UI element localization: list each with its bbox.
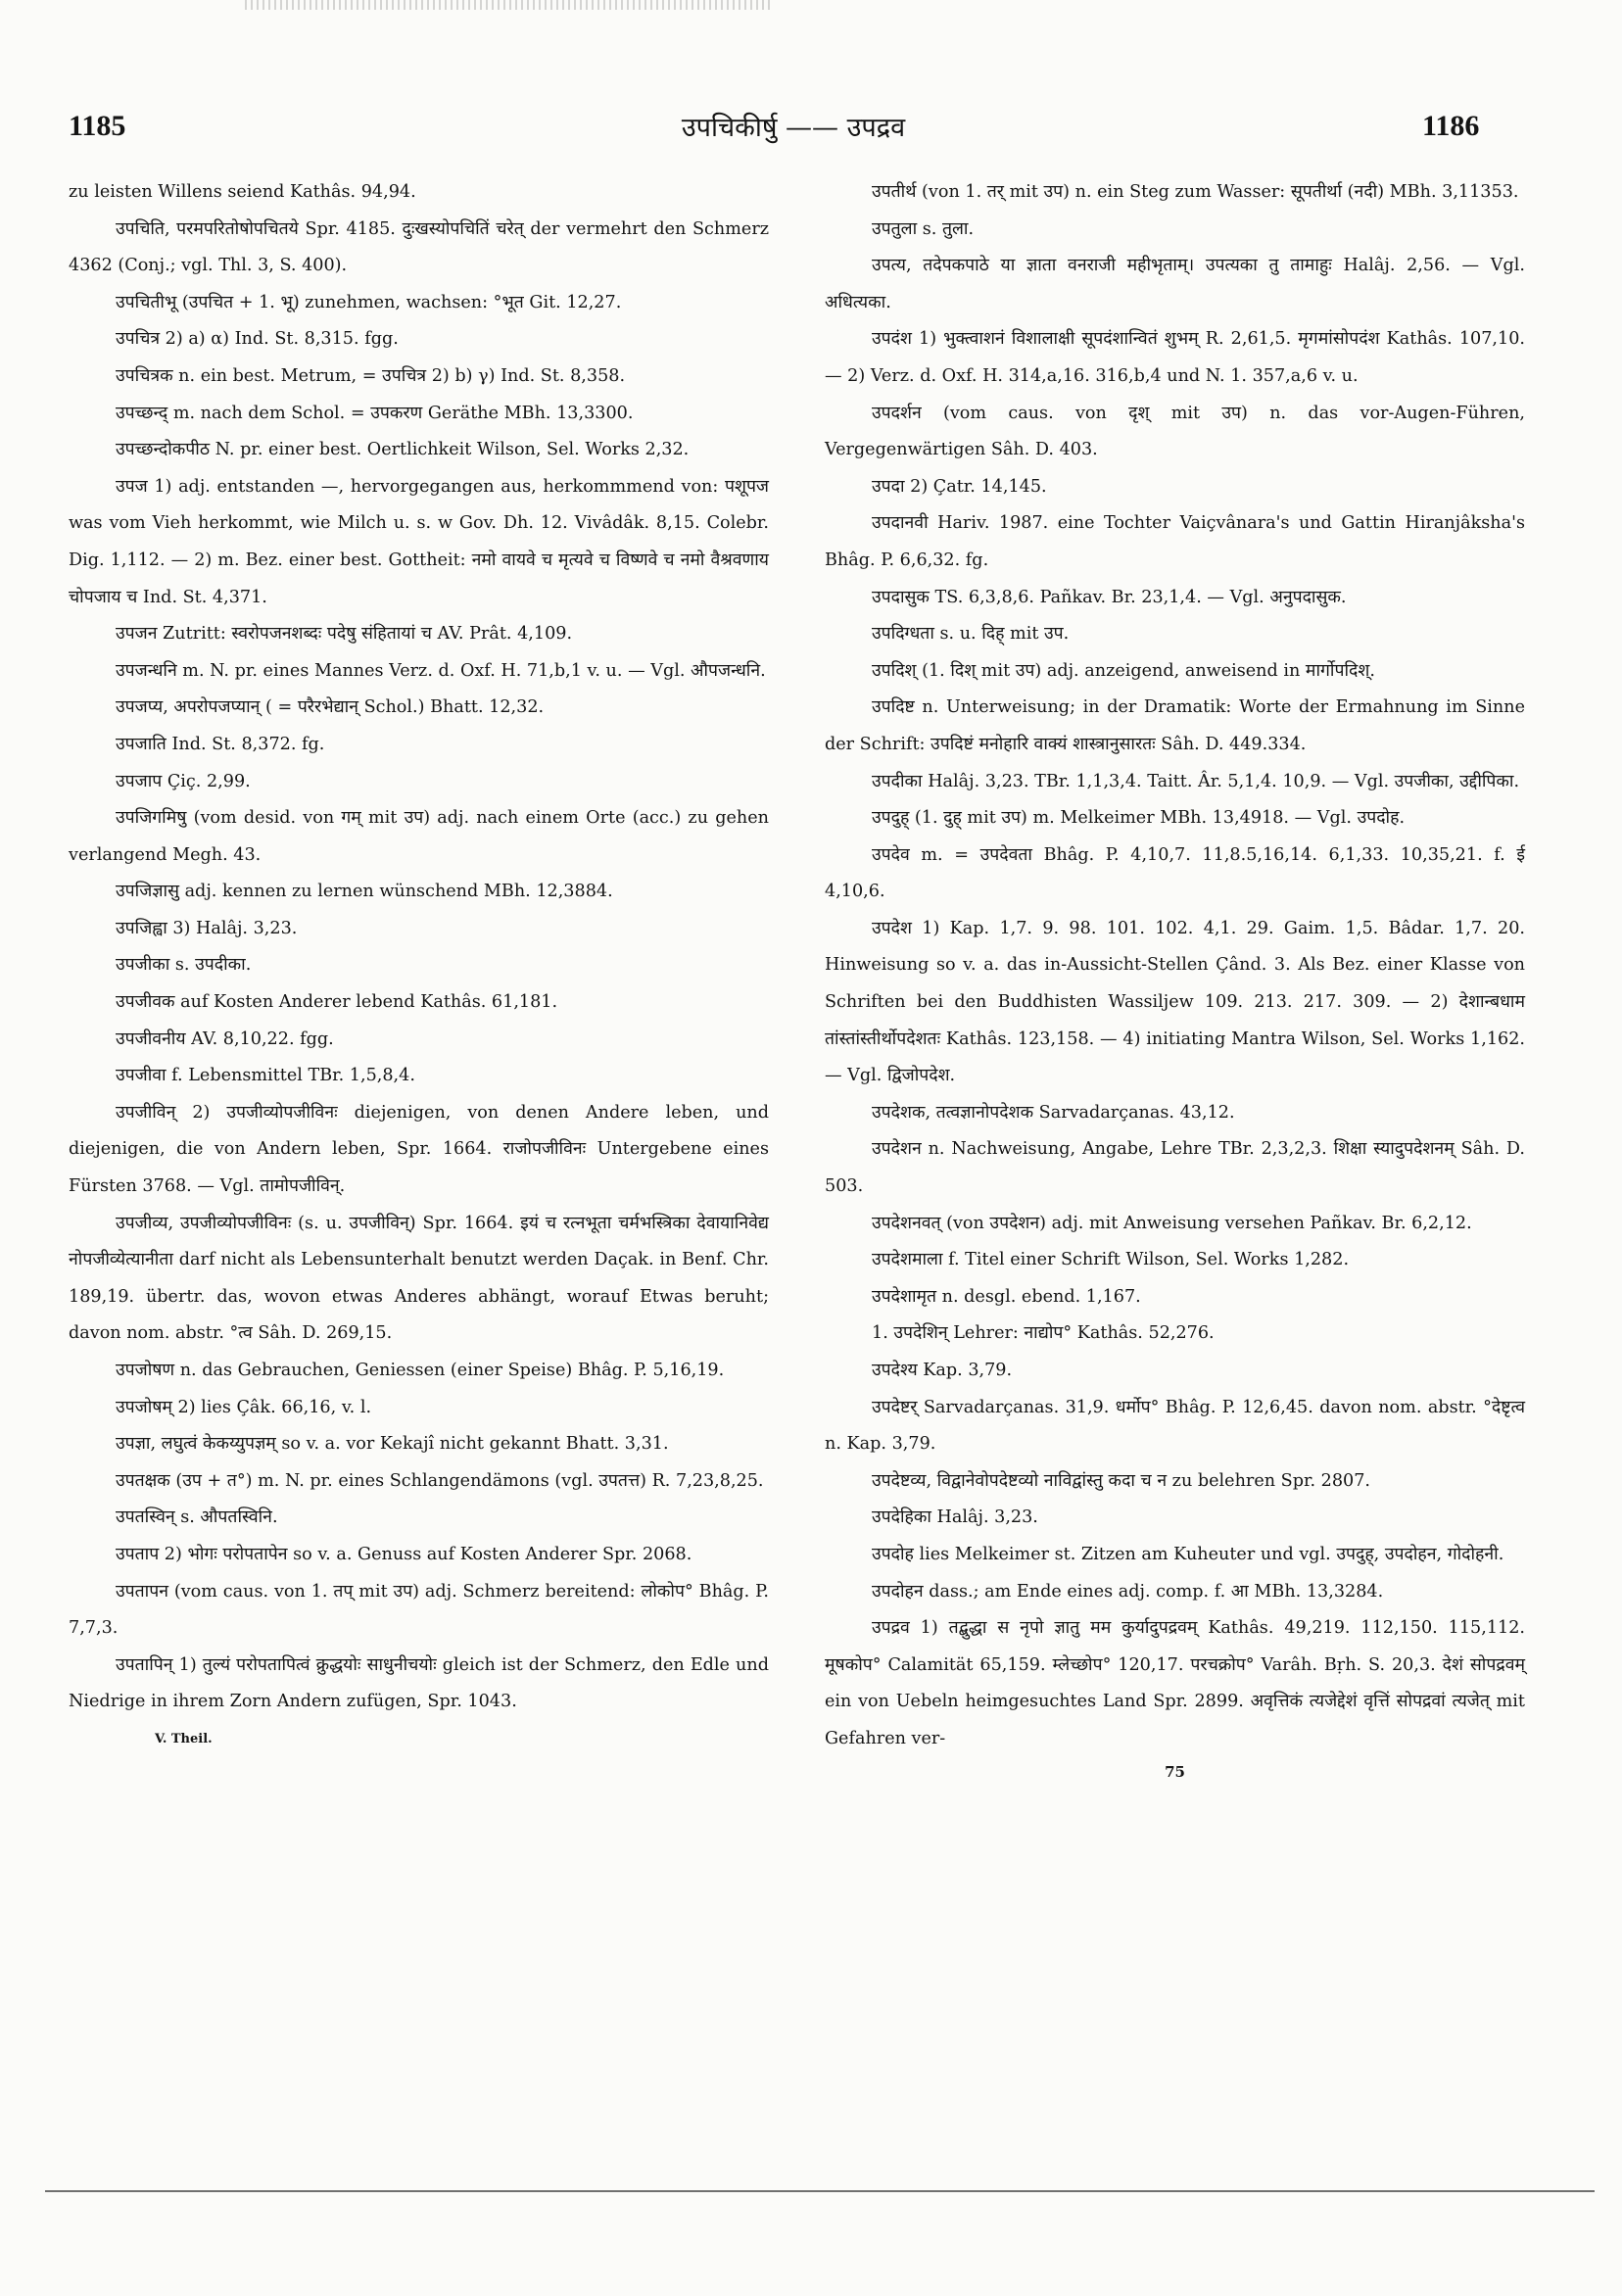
entry: उपजप्य, अपरोपजप्यान् ( = परैरभेद्यान् Schol.) Bhatt. 12,32.	[116, 697, 545, 718]
entry: उपदर्शन (vom caus. von दृश् mit उप) n. das vor-Augen-Führen, Vergegenwärtigen Sâh. D. 403.	[825, 403, 1525, 460]
entry: उपजीव्य, उपजीव्योपजीविनः (s. u. उपजीविन्) Spr. 1664. इयं च रत्नभूता चर्मभस्त्रिका देवायानिवेद्य नोपजीव्येत्यानीता darf nicht als Lebensunterhalt benutzt werden Daçak. in Benf. Chr. 189,19. übertr. das, wovon etwas Anderes abhängt, worauf Etwas beruht; davon nom. abstr. °त्व Sâh. D. 269,15.	[69, 1213, 769, 1344]
entry: उपदेशन n. Nachweisung, Angabe, Lehre TBr. 2,3,2,3. शिक्षा स्यादुपदेशनम् Sâh. D. 503.	[825, 1139, 1525, 1197]
entry: उपताप 2) भोगः परोपतापेन so v. a. Genuss auf Kosten Anderer Spr. 2068.	[116, 1544, 692, 1564]
entry: उपतीर्थ (von 1. तर् mit उप) n. ein Steg zum Wasser: सूपतीर्था (नदी) MBh. 3,11353.	[872, 182, 1519, 202]
scan-edge-artifact	[245, 0, 774, 10]
entry: उपजिह्वा 3) Halâj. 3,23.	[116, 918, 298, 938]
entry: उपदेशामृत n. desgl. ebend. 1,167.	[872, 1286, 1141, 1307]
entry: उपचितीभू (उपचित + 1. भू) zunehmen, wachsen: °भूत Git. 12,27.	[116, 292, 622, 312]
entry: उपदेश्य Kap. 3,79.	[872, 1361, 1013, 1380]
entry: 1. उपदेशिन् Lehrer: नाद्योप° Kathâs. 52,276.	[872, 1323, 1215, 1344]
entry: उपदानवी Hariv. 1987. eine Tochter Vaiçvânara's und Gattin Hiranjâksha's Bhâg. P. 6,6,32. fg.	[825, 513, 1525, 570]
entry: उपज्ञा, लघुत्वं केकय्युपज्ञम् so v. a. vor Kekajî nicht gekannt Bhatt. 3,31.	[116, 1434, 669, 1455]
entry: उपदोहन dass.; am Ende eines adj. comp. f. आ MBh. 13,3284.	[872, 1581, 1384, 1602]
entry: उपचित्रक n. ein best. Metrum, = उपचित्र 2) b) γ) Ind. St. 8,358.	[116, 365, 626, 386]
entry: उपजन्धनि m. N. pr. eines Mannes Verz. d. Oxf. H. 71,b,1 v. u. — Vgl. औपजन्धनि.	[116, 660, 766, 681]
entry: उपजीविन् 2) उपजीव्योपजीविनः diejenigen, von denen Andere leben, und diejenigen, die von Andern leben, Spr. 1664. राजोपजीविनः Untergebene eines Fürsten 3768. — Vgl. तामोपजीविन्.	[69, 1102, 769, 1197]
entry: उपच्छन्द् m. nach dem Schol. = उपकरण Geräthe MBh. 13,3300.	[116, 403, 634, 423]
entry: उपदासुक TS. 6,3,8,6. Pañkav. Br. 23,1,4. — Vgl. अनुपदासुक.	[872, 587, 1347, 607]
entry: उपदेष्टर् Sarvadarçanas. 31,9. धर्मोप° Bhâg. P. 12,6,45. davon nom. abstr. °देष्टृत्व n. Kap. 3,79.	[825, 1397, 1525, 1455]
entry: उपतापिन् 1) तुल्यं परोपतापित्वं क्रुद्धयोः साधुनीचयोः gleich ist der Schmerz, den Edle und Niedrige in ihrem Zorn Andern zufügen, Spr. 1043.	[69, 1654, 769, 1712]
page-number-left: 1185	[69, 110, 126, 142]
left-column	[69, 174, 769, 1758]
entry: उपजोषण n. das Gebrauchen, Geniessen (einer Speise) Bhâg. P. 5,16,19.	[116, 1361, 725, 1380]
entry: उपजिगमिषु (vom desid. von गम् mit उप) adj. nach einem Orte (acc.) zu gehen verlangend Megh. 43.	[69, 808, 769, 865]
page-number-right: 1186	[1422, 110, 1480, 142]
entry: उपदेव m. = उपदेवता Bhâg. P. 4,10,7. 11,8.5,16,14. 6,1,33. 10,35,21. f. ई 4,10,6.	[825, 844, 1525, 902]
entry: उपजीवनीय AV. 8,10,22. fgg.	[116, 1028, 334, 1049]
entry: उपदीका Halâj. 3,23. TBr. 1,1,3,4. Taitt. Âr. 5,1,4. 10,9. — Vgl. उपजीका, उद्दीपिका.	[872, 771, 1520, 791]
entry: उपजन Zutritt: स्वरोपजनशब्दः पदेषु संहितायां च AV. Prât. 4,109.	[116, 624, 573, 645]
entry: उपतुला s. तुला.	[872, 218, 975, 239]
entry: उपदेशक, तत्वज्ञानोपदेशक Sarvadarçanas. 43,12.	[872, 1102, 1235, 1123]
entry: उपतस्विन् s. औपतस्विनि.	[116, 1507, 278, 1528]
entry: उपतक्षक (उप + त°) m. N. pr. eines Schlangendämons (vgl. उपतत्त) R. 7,23,8,25.	[116, 1470, 764, 1491]
entry: उपदेशनवत् (von उपदेशन) adj. mit Anweisung versehen Pañkav. Br. 6,2,12.	[872, 1213, 1472, 1233]
entry: उपदेहिका Halâj. 3,23.	[872, 1507, 1038, 1528]
entry: उपद्रव 1) तद्बुद्धा स नृपो ज्ञातु मम कुर्यादुपद्रवम् Kathâs. 49,219. 112,150. 115,112. मूषकोप° Calamität 65,159. म्लेच्छोप° 120,17. परचक्रोप° Varâh. Bṛh. S. 20,3. देशं सोपद्रवम् ein von Uebeln heimgesuchtes Land Spr. 2899. अवृत्तिकं त्यजेद्देशं वृत्तिं सोपद्रवां त्यजेत् mit Gefahren ver-	[825, 1618, 1525, 1748]
entry: उपत्य, तदेपकपाठे या ज्ञाता वनराजी महीभृताम्। उपत्यका तु तामाहुः Halâj. 2,56. — Vgl. अधित्यका.	[825, 256, 1525, 312]
entry: उपदेश 1) Kap. 1,7. 9. 98. 101. 102. 4,1. 29. Gaim. 1,5. Bâdar. 1,7. 20. Hinweisung so v. a. das in-Aussicht-Stellen Çând. 3. Als Bez. einer Klasse von Schriften bei den Buddhisten Wassiljew 109. 213. 217. 309. — 2) देशान्बधाम तांस्तांस्तीर्थोपदेशतः Kathâs. 123,158. — 4) initiating Mantra Wilson, Sel. Works 1,162. — Vgl. द्विजोपदेश.	[825, 918, 1525, 1086]
entry: उपदिग्धता s. u. दिह् mit उप.	[872, 624, 1070, 645]
entry: उपजीका s. उपदीका.	[116, 955, 252, 976]
entry: उपज 1) adj. entstanden —, hervorgegangen aus, herkommmend von: पशूपज was vom Vieh herkommt, wie Milch u. s. w Gov. Dh. 12. Vivâdâk. 8,15. Colebr. Dig. 1,112. — 2) m. Bez. einer best. Gottheit: नमो वायवे च मृत्यवे च विष्णवे च नमो वैश्रवणाय चोपजाय च Ind. St. 4,371.	[69, 476, 769, 607]
entry: उपजीवा f. Lebensmittel TBr. 1,5,8,4.	[116, 1066, 415, 1086]
entry: उपचित्र 2) a) α) Ind. St. 8,315. fgg.	[116, 329, 399, 350]
entry: उपतापन (vom caus. von 1. तप् mit उप) adj. Schmerz bereitend: लोकोप° Bhâg. P. 7,7,3.	[69, 1581, 769, 1639]
entry: उपदेशमाला f. Titel einer Schrift Wilson, Sel. Works 1,282.	[872, 1250, 1350, 1270]
entry: उपदिष्ट n. Unterweisung; in der Dramatik: Worte der Ermahnung im Sinne der Schrift: उपदिष्टं मनोहारि वाक्यं शास्त्रानुसारतः Sâh. D. 449.334.	[825, 697, 1525, 754]
footer-rule	[45, 2190, 1595, 2192]
entry: उपजाप Çiç. 2,99.	[116, 771, 251, 791]
entry: उपदोह lies Melkeimer st. Zitzen am Kuheuter und vgl. उपदुह्, उपदोहन, गोदोहनी.	[872, 1544, 1504, 1564]
entry: zu leisten Willens seiend Kathâs. 94,94.	[69, 182, 416, 202]
entry: उपजिज्ञासु adj. kennen zu lernen wünschend MBh. 12,3884.	[116, 882, 613, 902]
entry: उपचिति, परमपरितोषोपचितये Spr. 4185. दुःखस्योपचितिं चरेत् der vermehrt den Schmerz 4362 (Conj.; vgl. Thl. 3, S. 400).	[69, 218, 769, 276]
entry: उपजीवक auf Kosten Anderer lebend Kathâs. 61,181.	[116, 992, 558, 1013]
entry: उपजाति Ind. St. 8,372. fg.	[116, 734, 325, 754]
entry: उपदेष्टव्य, विद्वानेवोपदेष्टव्यो नाविद्वांस्तु कदा च न zu belehren Spr. 2807.	[872, 1470, 1371, 1491]
entry: उपदंश 1) भुक्त्वाशनं विशालाक्षी सूपदंशान्वितं शुभम् R. 2,61,5. मृगमांसोपदंश Kathâs. 107,10. — 2) Verz. d. Oxf. H. 314,a,16. 316,b,4 und N. 1. 357,a,6 v. u.	[825, 329, 1525, 386]
entry: उपदा 2) Çatr. 14,145.	[872, 476, 1047, 497]
entry: उपच्छन्दोकपीठ N. pr. einer best. Oertlichkeit Wilson, Sel. Works 2,32.	[116, 440, 690, 460]
running-head: उपचिकीर्षु —— उपद्रव	[681, 113, 906, 143]
right-column	[825, 174, 1525, 1786]
entry: उपजोषम् 2) lies Çâk. 66,16, v. l.	[116, 1397, 372, 1417]
signature-mark-right: 75	[1165, 1762, 1185, 1781]
entry: उपदिश् (1. दिश् mit उप) adj. anzeigend, anweisend in मार्गोपदिश्.	[872, 660, 1375, 681]
signature-mark-left: V. Theil.	[155, 1731, 213, 1746]
entry: उपदुह् (1. दुह् mit उप) m. Melkeimer MBh. 13,4918. — Vgl. उपदोह.	[872, 808, 1406, 829]
